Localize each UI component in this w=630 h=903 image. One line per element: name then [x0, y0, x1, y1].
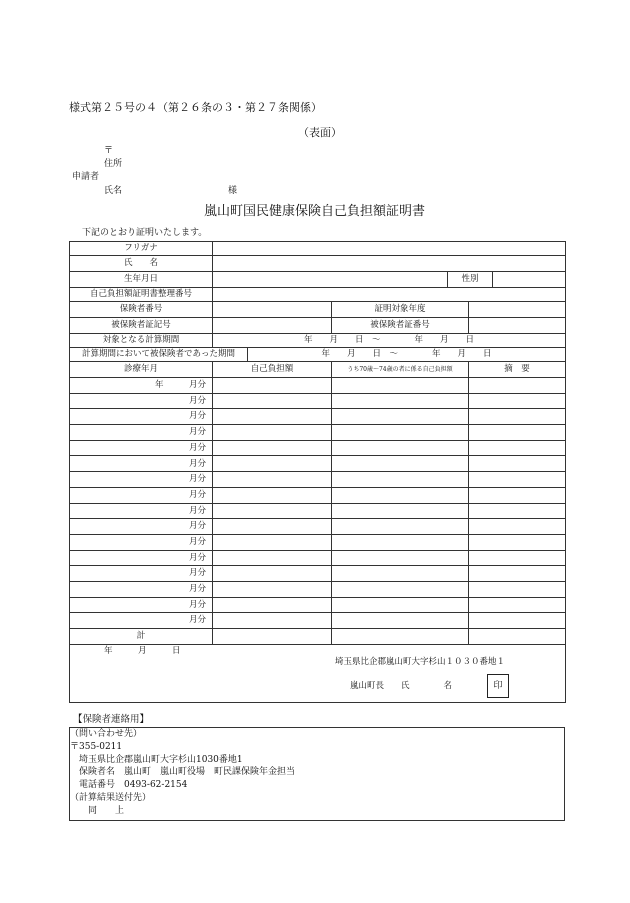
month-label: 月分 — [70, 534, 213, 550]
amount-70-74-cell[interactable] — [332, 393, 469, 409]
furigana-label: フリガナ — [70, 242, 213, 256]
contact-line: 埼玉県比企郡嵐山町大字杉山1030番地1 — [70, 754, 243, 765]
remarks-cell[interactable] — [469, 534, 566, 550]
remarks-cell[interactable] — [469, 550, 566, 566]
remarks-cell[interactable] — [469, 393, 566, 409]
month-label: 年 月分 — [70, 378, 213, 394]
remarks-cell[interactable] — [469, 440, 566, 456]
month-label: 月分 — [70, 425, 213, 441]
month-label: 月分 — [70, 519, 213, 535]
month-row — [70, 487, 566, 503]
remarks-cell[interactable] — [469, 472, 566, 488]
remarks-cell[interactable] — [469, 519, 566, 535]
month-row — [70, 440, 566, 456]
amount-70-74-cell[interactable] — [332, 456, 469, 472]
sex-label: 性別 — [448, 272, 493, 288]
amount-70-74-cell[interactable] — [332, 503, 469, 519]
sex-field[interactable] — [493, 272, 566, 288]
header-remarks: 摘 要 — [469, 362, 566, 378]
month-row — [70, 456, 566, 472]
intro-text: 下記のとおり証明いたします。 — [82, 228, 208, 238]
remarks-cell[interactable] — [469, 613, 566, 629]
birth-field[interactable] — [213, 272, 448, 288]
month-label: 月分 — [70, 472, 213, 488]
cert-number-field[interactable] — [213, 288, 566, 302]
form-id: 様式第２５号の４（第２６条の３・第２７条関係） — [69, 101, 322, 114]
header-amount: 自己負担額 — [213, 362, 332, 378]
month-row — [70, 613, 566, 629]
amount-70-74-cell[interactable] — [332, 581, 469, 597]
insured-period-label: 計算期間において被保険者であった期間 — [70, 348, 248, 362]
amount-70-74-cell[interactable] — [332, 613, 469, 629]
month-row — [70, 378, 566, 394]
seal-box: 印 — [487, 674, 509, 698]
card-symbol-label: 被保険者証記号 — [70, 318, 213, 334]
total-amount-70-74[interactable] — [332, 629, 469, 645]
amount-70-74-cell[interactable] — [332, 487, 469, 503]
honorific: 様 — [228, 186, 238, 196]
amount-70-74-cell[interactable] — [332, 440, 469, 456]
amount-70-74-cell[interactable] — [332, 378, 469, 394]
amount-70-74-cell[interactable] — [332, 550, 469, 566]
contact-line: （問い合わせ先） — [70, 729, 143, 739]
amount-cell[interactable] — [213, 378, 332, 394]
card-number-label: 被保険者証番号 — [332, 318, 469, 334]
amount-cell[interactable] — [213, 487, 332, 503]
amount-cell[interactable] — [213, 472, 332, 488]
contact-line: 同 上 — [70, 805, 125, 816]
amount-cell[interactable] — [213, 519, 332, 535]
amount-70-74-cell[interactable] — [332, 566, 469, 582]
month-row — [70, 550, 566, 566]
contact-box — [69, 727, 565, 821]
contact-line: （計算結果送付先） — [70, 792, 152, 803]
amount-cell[interactable] — [213, 613, 332, 629]
amount-cell[interactable] — [213, 393, 332, 409]
total-amount[interactable] — [213, 629, 332, 645]
month-row — [70, 393, 566, 409]
card-symbol-field[interactable] — [213, 318, 332, 334]
month-label: 月分 — [70, 581, 213, 597]
amount-70-74-cell[interactable] — [332, 409, 469, 425]
total-label: 計 — [70, 629, 213, 645]
amount-cell[interactable] — [213, 440, 332, 456]
amount-cell[interactable] — [213, 425, 332, 441]
amount-cell[interactable] — [213, 456, 332, 472]
total-remarks[interactable] — [469, 629, 566, 645]
remarks-cell[interactable] — [469, 487, 566, 503]
contact-line: 電話番号 0493-62-2154 — [70, 780, 188, 791]
birth-label: 生年月日 — [70, 272, 213, 288]
month-label: 月分 — [70, 393, 213, 409]
amount-cell[interactable] — [213, 597, 332, 613]
insured-period-dates[interactable]: 年 月 日 ～ 年 月 日 — [248, 348, 566, 362]
address-label: 住所 — [104, 159, 123, 169]
amount-cell[interactable] — [213, 550, 332, 566]
month-label: 月分 — [70, 503, 213, 519]
name-field[interactable] — [213, 256, 566, 272]
applicant-label: 申請者 — [72, 172, 100, 182]
cert-number-label: 自己負担額証明書整理番号 — [70, 288, 213, 302]
remarks-cell[interactable] — [469, 566, 566, 582]
insurer-no-field[interactable] — [213, 302, 332, 318]
mayor-name: 嵐山町長 氏 名 — [350, 681, 453, 691]
month-row — [70, 425, 566, 441]
month-row — [70, 566, 566, 582]
month-row — [70, 472, 566, 488]
amount-70-74-cell[interactable] — [332, 534, 469, 550]
contact-line: 〒355-0211 — [70, 741, 123, 752]
remarks-cell[interactable] — [469, 597, 566, 613]
name-label: 氏名 — [104, 186, 123, 196]
certificate-table — [69, 241, 566, 703]
amount-cell[interactable] — [213, 581, 332, 597]
name-row-label: 氏 名 — [70, 256, 213, 272]
amount-cell[interactable] — [213, 409, 332, 425]
contact-heading: 【保険者連絡用】 — [73, 714, 150, 725]
furigana-field[interactable] — [213, 242, 566, 256]
side-label: （表面） — [298, 126, 342, 139]
remarks-cell[interactable] — [469, 456, 566, 472]
amount-70-74-cell[interactable] — [332, 597, 469, 613]
contact-line: 保険者名 嵐山町 嵐山町役場 町民課保険年金担当 — [70, 767, 296, 778]
amount-70-74-cell[interactable] — [332, 519, 469, 535]
cert-year-field[interactable] — [469, 302, 566, 318]
amount-cell[interactable] — [213, 503, 332, 519]
month-label: 月分 — [70, 456, 213, 472]
footer-date: 年 月 日 — [104, 646, 181, 656]
document-title: 嵐山町国民健康保険自己負担額証明書 — [204, 204, 426, 219]
month-row — [70, 534, 566, 550]
month-label: 月分 — [70, 409, 213, 425]
remarks-cell[interactable] — [469, 581, 566, 597]
amount-70-74-cell[interactable] — [332, 472, 469, 488]
month-row — [70, 409, 566, 425]
card-number-field[interactable] — [469, 318, 566, 334]
month-label: 月分 — [70, 613, 213, 629]
month-label: 月分 — [70, 440, 213, 456]
month-row — [70, 581, 566, 597]
month-row — [70, 503, 566, 519]
header-amount-70-74: うち70歳～74歳の者に係る自己負担額 — [332, 362, 469, 378]
remarks-cell[interactable] — [469, 378, 566, 394]
postal-mark: 〒 — [104, 146, 114, 156]
amount-70-74-cell[interactable] — [332, 425, 469, 441]
month-label: 月分 — [70, 566, 213, 582]
calc-period-label: 対象となる計算期間 — [70, 334, 213, 348]
remarks-cell[interactable] — [469, 409, 566, 425]
month-label: 月分 — [70, 550, 213, 566]
insurer-no-label: 保険者番号 — [70, 302, 213, 318]
certification-footer — [70, 645, 566, 703]
amount-cell[interactable] — [213, 566, 332, 582]
calc-period-dates[interactable]: 年 月 日 ～ 年 月 日 — [213, 334, 566, 348]
month-row — [70, 519, 566, 535]
cert-year-label: 証明対象年度 — [332, 302, 469, 318]
month-label: 月分 — [70, 597, 213, 613]
amount-cell[interactable] — [213, 534, 332, 550]
month-row — [70, 597, 566, 613]
remarks-cell[interactable] — [469, 425, 566, 441]
remarks-cell[interactable] — [469, 503, 566, 519]
header-month: 診療年月 — [70, 362, 213, 378]
footer-address: 埼玉県比企郡嵐山町大字杉山１０３０番地１ — [335, 657, 506, 667]
month-label: 月分 — [70, 487, 213, 503]
